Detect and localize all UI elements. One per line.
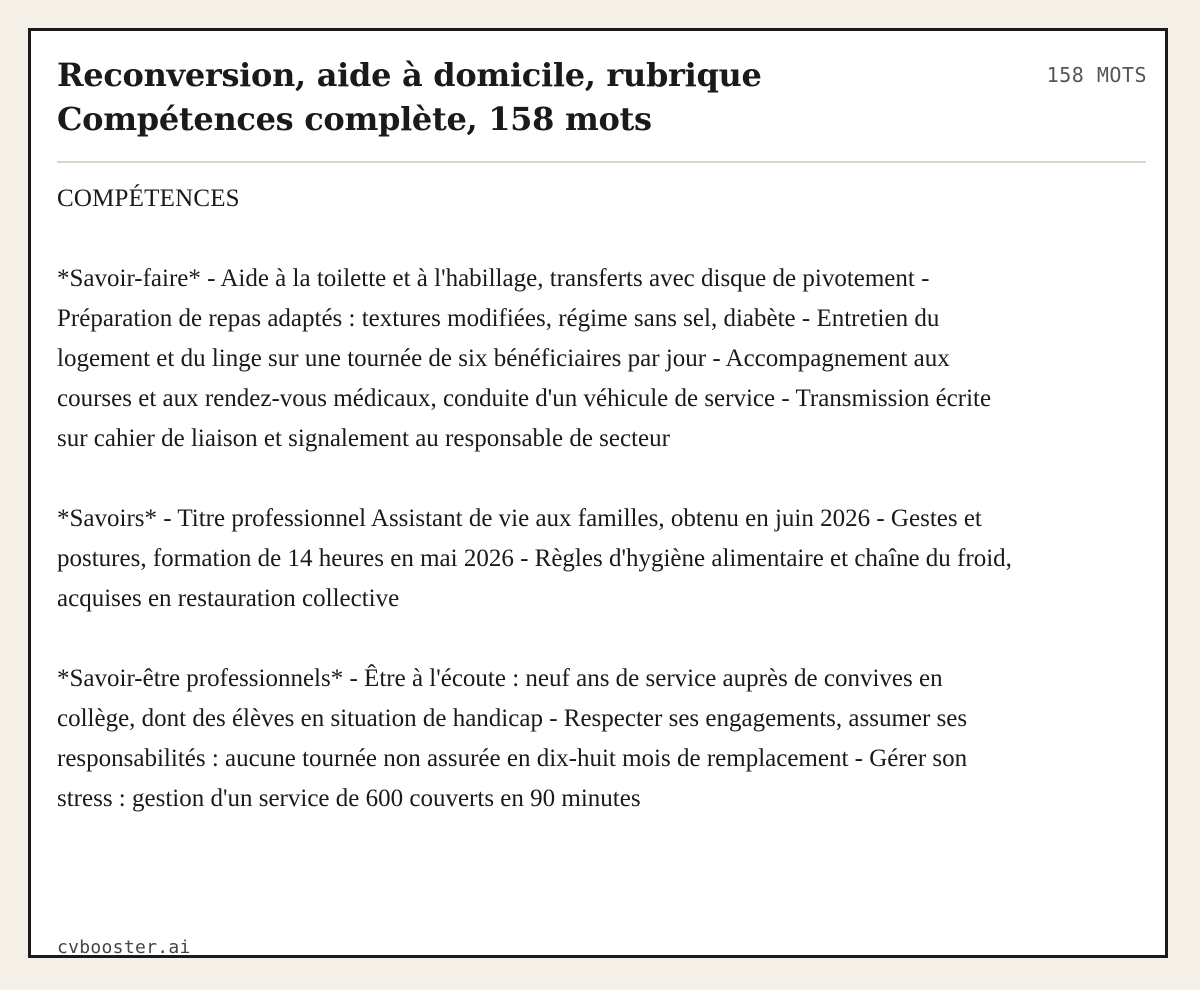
header-divider: [57, 161, 1146, 163]
document-body: [57, 179, 1017, 819]
section-heading: COMPÉTENCES: [57, 185, 240, 212]
paragraph-savoirs: *Savoirs* - Titre professionnel Assistant de vie aux familles, obtenu en juin 2026 - Gestes et postures, formation de 14 heures en mai 2026 - Règles d'hygiène alimentaire et chaîne du froid, acquises en restauration collective: [57, 505, 1012, 612]
paragraph-savoir-faire: *Savoir-faire* - Aide à la toilette et à l'habillage, transferts avec disque de pivotement - Préparation de repas adaptés : textures modifiées, régime sans sel, diabète - Entretien du logement et du linge sur une tournée de six bénéficiaires par jour - Accompagnement aux courses et aux rendez-vous médicaux, conduite d'un véhicule de service - Transmission écrite sur cahier de liaison et signalement au responsable de secteur: [57, 265, 992, 452]
paragraph-savoir-etre: *Savoir-être professionnels* - Être à l'écoute : neuf ans de service auprès de convives en collège, dont des élèves en situation de handicap - Respecter ses engagements, assumer ses responsabilités : aucune tournée non assurée en dix-huit mois de remplacement - Gérer son stress : gestion d'un service de 600 couverts en 90 minutes: [57, 665, 968, 812]
document-title: Reconversion, aide à domicile, rubrique Compétences complète, 158 mots: [57, 56, 762, 138]
word-count-badge: 158 MOTS: [1046, 63, 1147, 87]
footer-brand: cvbooster.ai: [57, 937, 191, 958]
document-card: [28, 28, 1168, 958]
card-header: [57, 53, 1147, 163]
